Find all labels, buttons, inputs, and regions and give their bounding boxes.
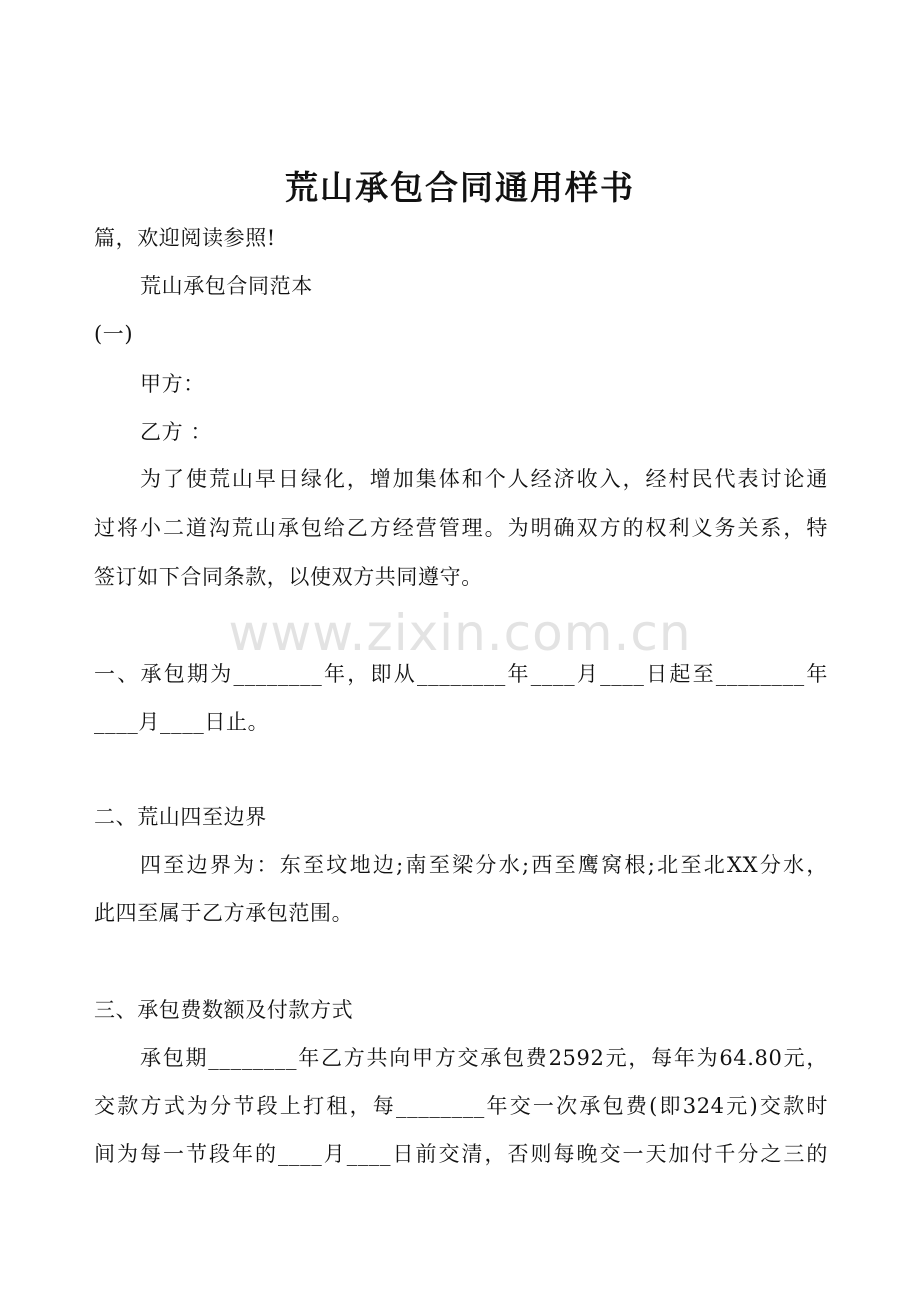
clause1-line-2: ____月____日止。 <box>94 710 270 734</box>
contract-subtitle: 荒山承包合同范本 <box>140 274 313 298</box>
intro-text: 篇，欢迎阅读参照! <box>94 226 276 250</box>
clause1-line-1: 一、承包期为________年，即从________年____月____日起至________年 <box>94 662 828 686</box>
clause2-heading: 二、荒山四至边界 <box>94 805 267 829</box>
watermark: www.zixin.com.cn <box>228 604 692 662</box>
document-title: 荒山承包合同通用样书 <box>285 168 635 207</box>
clause2-line-1: 四至边界为：东至坟地边;南至梁分水;西至鹰窝根;北至北XX分水， <box>140 853 828 877</box>
party-b-label: 乙方 ： <box>140 420 213 444</box>
preamble-line-1: 为了使荒山早日绿化，增加集体和个人经济收入，经村民代表讨论通 <box>140 467 828 491</box>
clause2-line-2: 此四至属于乙方承包范围。 <box>94 901 354 925</box>
clause3-line-2: 交款方式为分节段上打租，每________年交一次承包费(即324元)交款时 <box>94 1094 828 1118</box>
party-a-label: 甲方： <box>140 372 205 396</box>
clause3-line-3: 间为每一节段年的____月____日前交清，否则每晚交一天加付千分之三的 <box>94 1142 828 1166</box>
section-number: (一) <box>94 322 134 346</box>
preamble-line-3: 签订如下合同条款，以使双方共同遵守。 <box>94 565 483 589</box>
clause3-heading: 三、承包费数额及付款方式 <box>94 998 354 1022</box>
preamble-line-2: 过将小二道沟荒山承包给乙方经营管理。为明确双方的权利义务关系，特 <box>94 516 828 540</box>
clause3-line-1: 承包期________年乙方共向甲方交承包费2592元，每年为64.80元， <box>140 1046 828 1070</box>
